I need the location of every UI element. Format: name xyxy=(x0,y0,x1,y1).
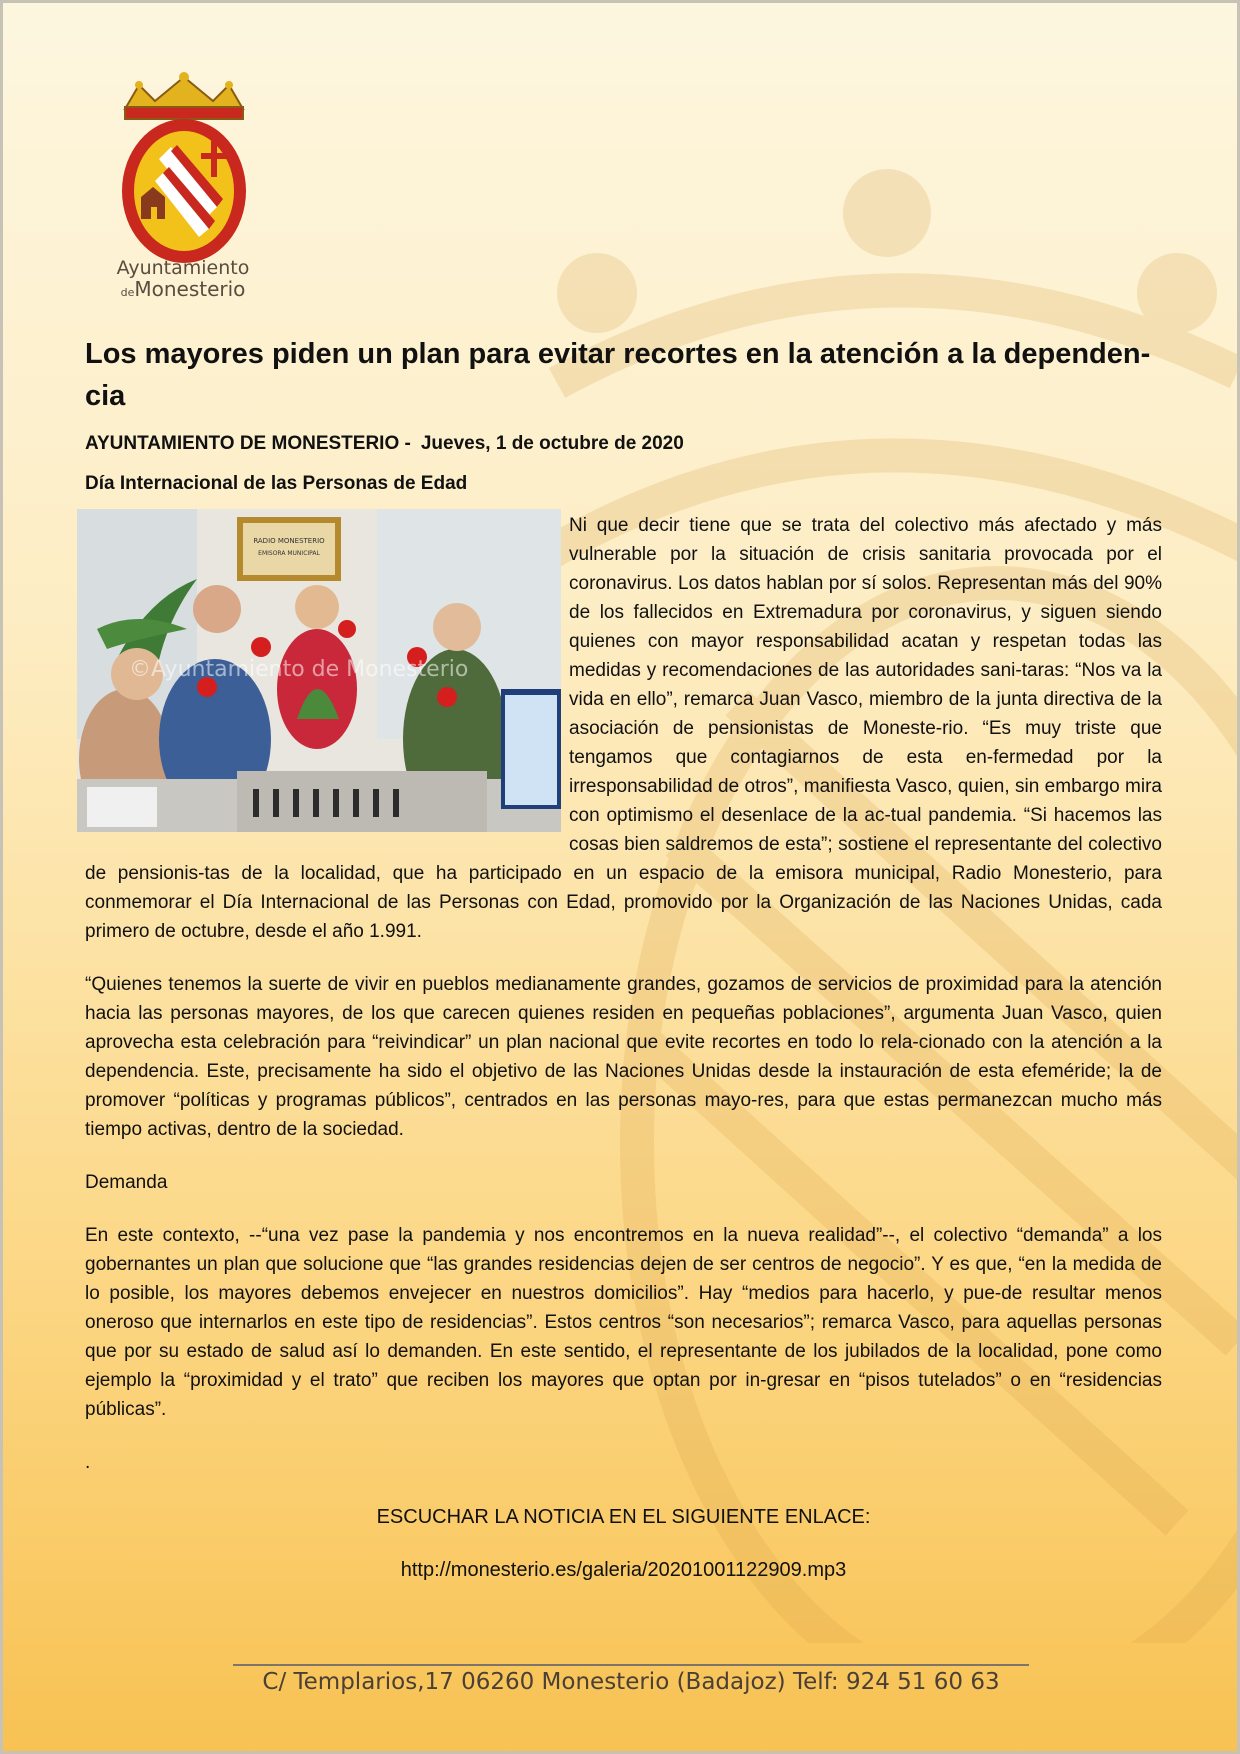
listen-label: ESCUCHAR LA NOTICIA EN EL SIGUIENTE ENLACE: xyxy=(376,1506,871,1528)
logo-prefix: de xyxy=(120,286,135,299)
trailing-dot: . xyxy=(85,1452,91,1473)
article xyxy=(85,333,1162,1585)
paragraph-2: “Quienes tenemos la suerte de vivir en pueblos medianamente grandes, gozamos de servicios de proximidad para la atención hacia las personas mayores, de los que carecen quienes residen en pequeñas poblaciones”, argumenta Juan Vasco, quien aprovecha esta celebración para “reivindicar” un plan nacional que evite recortes en todo lo rela-cionado con la atención a la dependencia. Este, precisamente ha sido el objetivo de las Naciones Unidas desde la instauración de esta efeméride; la de promover “políticas y programas públicos”, centrados en las personas mayo-res, para que estas permanezcan mucho más tiempo activas, dentro de la sociedad. xyxy=(85,974,1162,1140)
article-meta xyxy=(85,433,1162,455)
photo-watermark: ©Ayuntamiento de Monesterio xyxy=(129,657,469,682)
paragraph-3: En este contexto, --“una vez pase la pandemia y nos encontremos en la nueva realidad”--, el colectivo “demanda” a los gobernantes un plan que solucione que “las grandes residencias dejen de ser centros de negocio”. Y es que, “en la medida de lo posible, los mayores debemos envejecer en nuestros domicilios”. Hay “medios para hacerlo, y pue-de resultar menos oneroso que internarlos en este tipo de residencias”. Estos centros “son necesarios”; remarca Vasco, para aquellas personas que por su estado de salud así lo demanden. En este sentido, el representante de los jubilados de la localidad, pone como ejemplo la “proximidad y el trato” que reciben los mayores que optan por in-gresar en “pisos tutelados” o en “residencias públicas”. xyxy=(85,1225,1162,1420)
logo-wordmark xyxy=(103,259,263,299)
article-body xyxy=(85,511,1162,1585)
article-subtitle: Día Internacional de las Personas de Edad xyxy=(85,473,468,494)
audio-link[interactable]: http://monesterio.es/galeria/20201001122909.mp3 xyxy=(400,1559,847,1581)
article-source: AYUNTAMIENTO DE MONESTERIO - xyxy=(85,433,411,454)
footer-divider xyxy=(233,1664,1029,1666)
logo-line2 xyxy=(103,279,263,299)
heading-demanda: Demanda xyxy=(85,1172,168,1193)
logo-line1: Ayuntamiento xyxy=(116,257,250,279)
photo-sign-line2: EMISORA MUNICIPAL xyxy=(258,550,320,557)
article-photo xyxy=(77,509,561,832)
article-title: Los mayores piden un plan para evitar recortes en la atención a la dependen-cia xyxy=(85,338,1151,412)
logo-line2-text: Monesterio xyxy=(134,277,246,301)
article-date: Jueves, 1 de octubre de 2020 xyxy=(420,433,684,454)
paragraph-1: Ni que decir tiene que se trata del colectivo más afectado y más vulnerable por la situación de crisis sanitaria provocada por el coronavirus. Los datos hablan por sí solos. Representan más del 90% de los fallecidos en Extremadura por coronavirus, y siguen siendo quienes con mayor responsabilidad acatan y respetan todas las medidas y recomendaciones de las autoridades sani-taras: “Nos va la vida en ello”, remarca Juan Vasco, miembro de la junta directiva de la asociación de pensionistas de Moneste-rio. “Es muy triste que tengamos que contagiarnos de esta en-fermedad por la irresponsabilidad de otros”, manifiesta Vasco, quien, sin embargo mira con optimismo el desenlace de la ac-tual pandemia. “Si hacemos las cosas bien saldremos de esta”; sostiene el representante del colectivo de pensionis-tas de la localidad, que ha participado en un espacio de la emisora municipal, Radio Monesterio, para conmemorar el Día Internacional de las Personas con Edad, promovido por la Organización de las Naciones Unidas, cada primero de octubre, desde el año 1.991. xyxy=(85,515,1162,942)
photo-sign-line1: RADIO MONESTERIO xyxy=(253,537,325,545)
footer-address: C/ Templarios,17 06260 Monesterio (Badajoz) Telf: 924 51 60 63 xyxy=(262,1669,1000,1695)
